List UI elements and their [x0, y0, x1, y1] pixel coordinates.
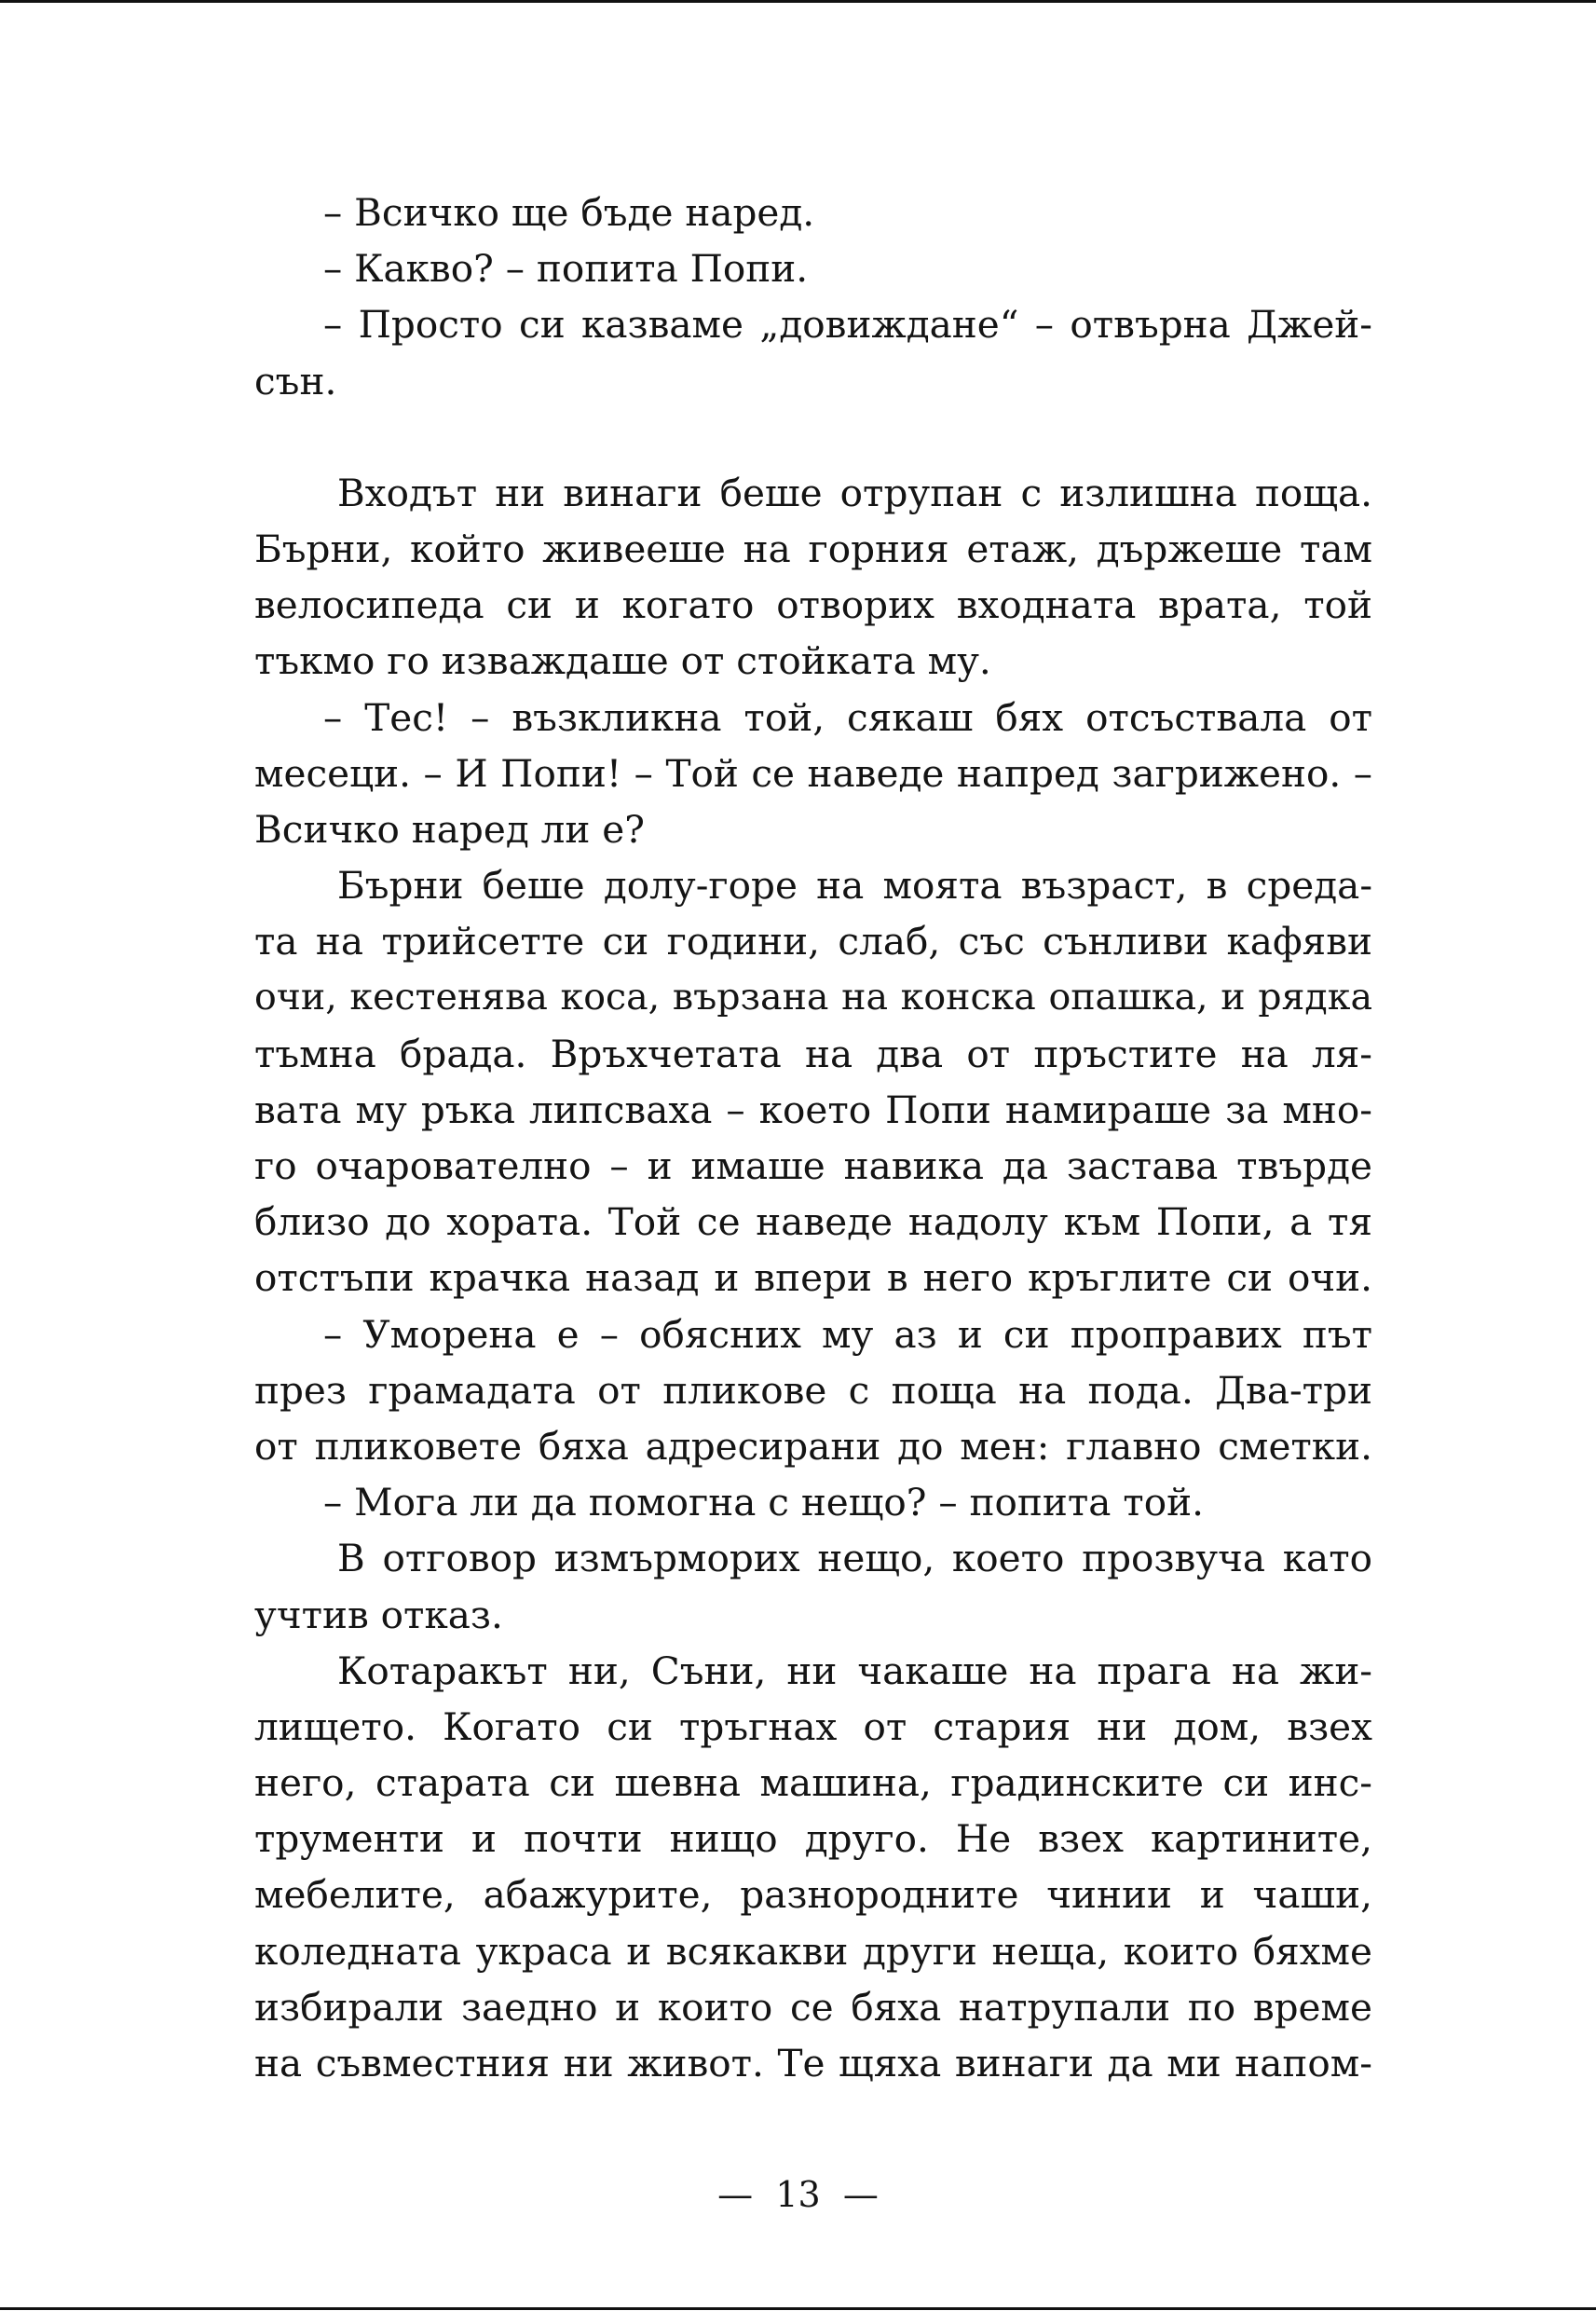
text-line: през грамадата от пликове с поща на пода. Два-три: [254, 1367, 1372, 1413]
text-line: – Уморена е – обясних му аз и си проправих път: [323, 1311, 1372, 1357]
text-line: избирали заедно и които се бяха натрупали по време: [254, 1984, 1372, 2030]
text-line: тъмна брада. Връхчетата на два от пръстите на ля-: [254, 1031, 1372, 1076]
top-border-rule: [0, 0, 1596, 3]
page-number: — 13 —: [717, 2174, 879, 2215]
text-line: – Мога ли да помогна с нещо? – попита той.: [323, 1480, 1204, 1525]
text-line: го очарователно – и имаше навика да застава твърде: [254, 1143, 1372, 1188]
text-line: трументи и почти нищо друго. Не взех картините,: [254, 1816, 1372, 1862]
text-line: Котаракът ни, Съни, ни чакаше на прага на жи-: [337, 1648, 1372, 1693]
text-line: коледната украса и всякакви други неща, които бяхме: [254, 1928, 1372, 1974]
text-line: – Всичко ще бъде наред.: [323, 190, 815, 235]
text-line: него, старата си шевна машина, градинските си инс-: [254, 1760, 1372, 1806]
text-line: на съвместния ни живот. Те щяха винаги да ми напом-: [254, 2041, 1372, 2085]
body-text: [254, 185, 1372, 2091]
text-line: – Просто си казваме „довиждане“ – отвърна Джей-: [323, 302, 1372, 348]
text-line: сън.: [254, 358, 337, 403]
text-line: от пликовете бяха адресирани до мен: главно сметки.: [254, 1423, 1372, 1469]
bottom-border-rule: [0, 2307, 1596, 2310]
text-line: Бърни беше долу-горе на моята възраст, в среда-: [337, 863, 1372, 909]
text-line: – Тес! – възкликна той, сякаш бях отсъствала от: [323, 694, 1372, 740]
text-line: В отговор измърморих нещо, което прозвуча като: [337, 1536, 1372, 1581]
text-line: Входът ни винаги беше отрупан с излишна поща.: [337, 470, 1372, 515]
text-line: Всичко наред ли е?: [254, 806, 645, 852]
text-line: мебелите, абажурите, разнородните чинии и чаши,: [254, 1872, 1372, 1918]
text-line: тъкмо го изваждаше от стойката му.: [254, 638, 991, 684]
text-line: близо до хората. Той се наведе надолу към Попи, а тя: [254, 1199, 1372, 1245]
text-line: велосипеда си и когато отворих входната врата, той: [254, 582, 1372, 628]
text-line: отстъпи крачка назад и впери в него кръглите си очи.: [254, 1255, 1372, 1301]
text-line: та на трийсетте си години, слаб, със сънливи кафяви: [254, 919, 1372, 964]
text-line: учтив отказ.: [254, 1592, 503, 1637]
text-line: лището. Когато си тръгнах от стария ни дом, взех: [254, 1703, 1372, 1749]
section-break: [254, 409, 1372, 465]
text-line: вата му ръка липсваха – което Попи намираше за мно-: [254, 1087, 1372, 1132]
text-line: Бърни, който живееше на горния етаж, държеше там: [254, 526, 1372, 571]
text-line: очи, кестенява коса, вързана на конска опашка, и рядка: [254, 976, 1372, 1019]
text-line: – Какво? – попита Попи.: [323, 246, 809, 292]
text-line: месеци. – И Попи! – Той се наведе напред загрижено. –: [254, 750, 1372, 796]
